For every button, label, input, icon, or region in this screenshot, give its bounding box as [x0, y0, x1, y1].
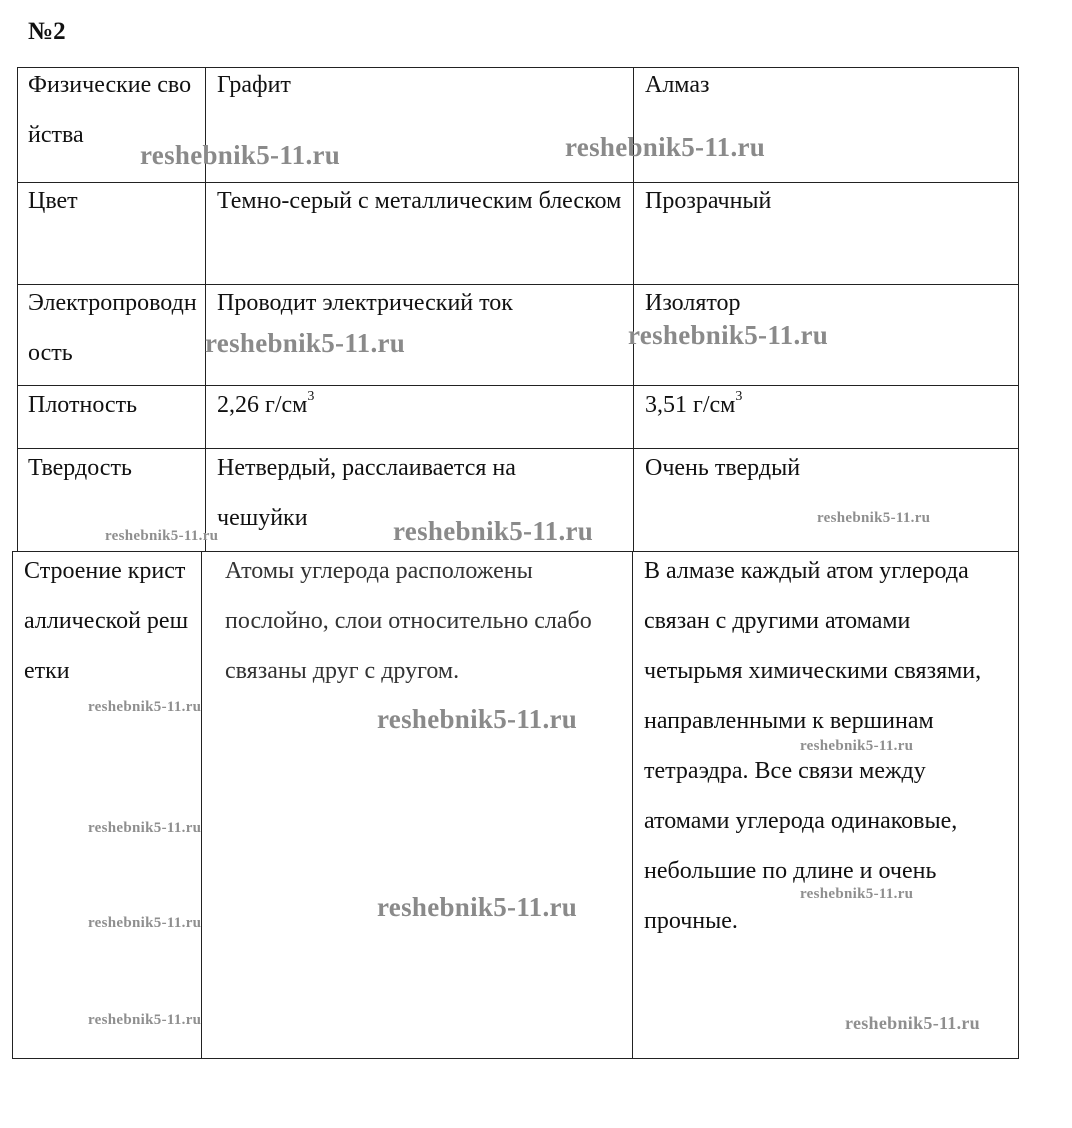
watermark: reshebnik5-11.ru — [393, 516, 594, 546]
row-color-graphite: Темно-серый с металлическим блеском — [217, 188, 622, 214]
column-divider — [632, 551, 633, 1059]
watermark: reshebnik5-11.ru — [88, 699, 202, 715]
watermark: reshebnik5-11.ru — [88, 1012, 202, 1028]
page-title: №2 — [28, 18, 66, 45]
watermark: reshebnik5-11.ru — [817, 510, 931, 526]
row-density-property: Плотность — [28, 392, 138, 418]
header-graphite: Графит — [217, 72, 291, 98]
watermark: reshebnik5-11.ru — [205, 328, 406, 358]
row-color-diamond: Прозрачный — [645, 188, 772, 214]
row-hardness-graphite: Нетвердый, расслаивается на чешуйки — [217, 455, 516, 531]
row-structure-graphite: Атомы углерода расположены послойно, слои относительно слабо связаны друг с другом. — [225, 558, 592, 684]
row-conductivity-property: Электропроводность — [28, 290, 197, 366]
row-density-graphite — [217, 380, 622, 430]
watermark: reshebnik5-11.ru — [377, 892, 578, 922]
row-structure-property: Строение кристаллической решетки — [24, 558, 189, 684]
watermark: reshebnik5-11.ru — [377, 704, 578, 734]
row-density-diamond — [645, 380, 1005, 430]
watermark: reshebnik5-11.ru — [565, 132, 766, 162]
watermark: reshebnik5-11.ru — [845, 1013, 980, 1033]
density-diamond-value: 3,51 г/см — [645, 392, 736, 418]
row-hardness-diamond: Очень твердый — [645, 455, 801, 481]
header-property: Физические свойства — [28, 72, 192, 148]
watermark: reshebnik5-11.ru — [628, 320, 829, 350]
density-graphite-exponent: 3 — [307, 389, 315, 404]
header-diamond: Алмаз — [645, 72, 710, 98]
density-diamond-exponent: 3 — [735, 389, 743, 404]
watermark: reshebnik5-11.ru — [140, 140, 341, 170]
watermark: reshebnik5-11.ru — [105, 528, 219, 544]
row-hardness-property: Твердость — [28, 455, 132, 481]
row-conductivity-diamond: Изолятор — [645, 290, 741, 316]
watermark: reshebnik5-11.ru — [800, 886, 914, 902]
row-conductivity-graphite: Проводит электрический ток — [217, 290, 513, 316]
row-color-property: Цвет — [28, 188, 78, 214]
watermark: reshebnik5-11.ru — [800, 738, 914, 754]
density-graphite-value: 2,26 г/см — [217, 392, 308, 418]
watermark: reshebnik5-11.ru — [88, 915, 202, 931]
column-divider — [201, 551, 202, 1059]
watermark: reshebnik5-11.ru — [88, 820, 202, 836]
row-structure-diamond: В алмазе каждый атом углерода связан с другими атомами четырьмя химическими связями, направленными к вершинам тетраэдра. Все связи между атомами углерода одинаковые, небольшие по длине и очень прочные. — [644, 558, 982, 934]
